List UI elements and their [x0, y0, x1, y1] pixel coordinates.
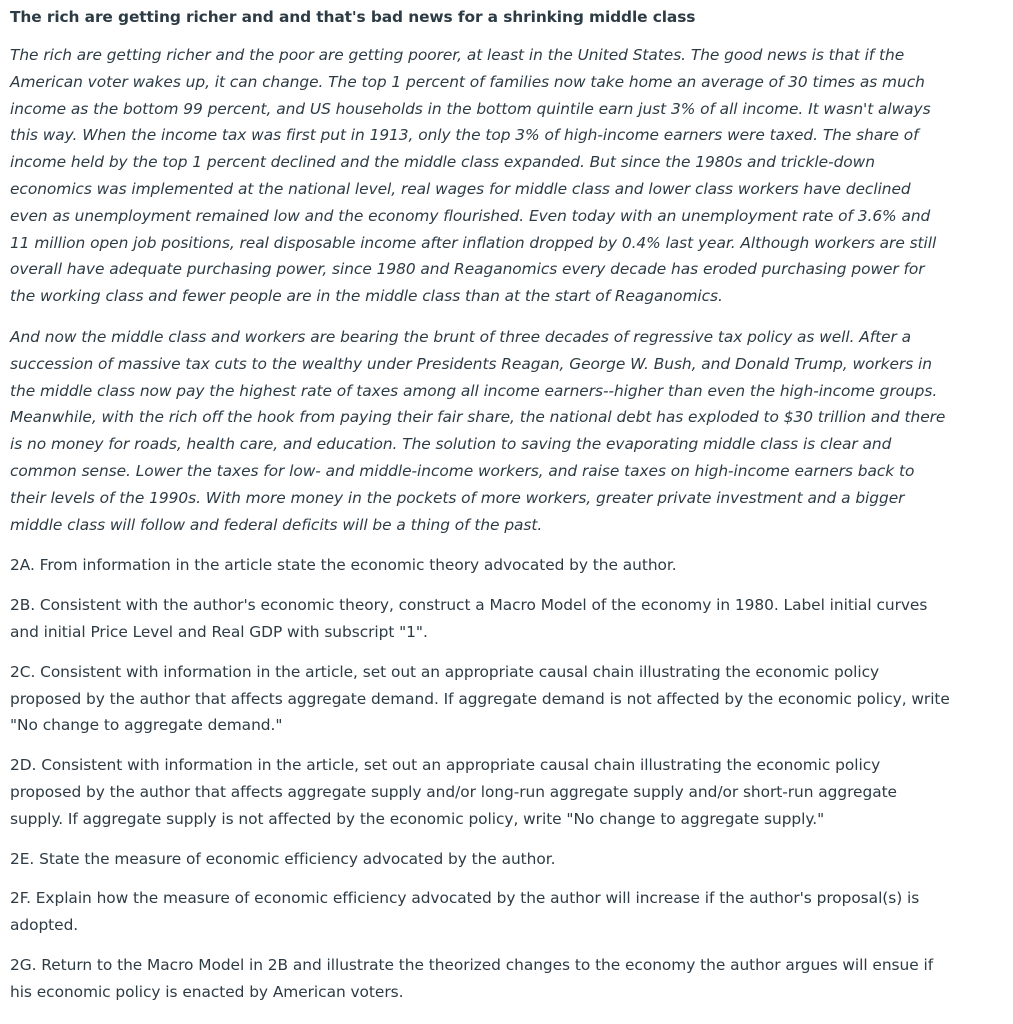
- article-paragraph: And now the middle class and workers are bearing the brunt of three decades of regressive tax policy as well. After a succession of massive tax cuts to the wealthy under Presidents Reagan, George W. Bush, and Donald Trump, workers in the middle class now pay the highest rate of taxes among all income earners--higher than even the high-income groups. Meanwhile, with the rich off the hook from paying their fair share, the national debt has exploded to $30 trillion and there is no money for roads, health care, and education. The solution to saving the evaporating middle class is clear and common sense. Lower the taxes for low- and middle-income workers, and raise taxes on high-income earners back to their levels of the 1990s. With more money in the pockets of more workers, greater private investment and a bigger middle class will follow and federal deficits will be a thing of the past.: [10, 327, 946, 534]
- question-2d: 2D. Consistent with information in the article, set out an appropriate causal chain illustrating the economic policy proposed by the author that affects aggregate supply and/or long-run aggregate supply and/or short-run aggregate supply. If aggregate supply is not affected by the economic policy, write "No change to aggregate supply.": [10, 756, 897, 828]
- document-body: [10, 4, 950, 1019]
- question-2a: 2A. From information in the article state the economic theory advocated by the author.: [10, 556, 677, 575]
- question-2b: 2B. Consistent with the author's economic theory, construct a Macro Model of the economy in 1980. Label initial curves and initial Price Level and Real GDP with subscript "1".: [10, 596, 928, 641]
- article-text: [10, 42, 950, 538]
- question-2f: 2F. Explain how the measure of economic efficiency advocated by the author will increase if the author's proposal(s) is adopted.: [10, 889, 920, 935]
- question-2e: 2E. State the measure of economic efficiency advocated by the author.: [10, 849, 556, 868]
- question-list: [10, 552, 950, 1005]
- question-2g: 2G. Return to the Macro Model in 2B and illustrate the theorized changes to the economy the author argues will ensue if his economic policy is enacted by American voters.: [10, 955, 934, 1001]
- article-paragraph: The rich are getting richer and the poor are getting poorer, at least in the United States. The good news is that if the American voter wakes up, it can change. The top 1 percent of families now take home an average of 30 times as much income as the bottom 99 percent, and US households in the bottom quintile earn just 3% of all income. It wasn't always this way. When the income tax was first put in 1913, only the top 3% of high-income earners were taxed. The share of income held by the top 1 percent declined and the middle class expanded. But since the 1980s and trickle-down economics was implemented at the national level, real wages for middle class and lower class workers have declined even as unemployment remained low and the economy flourished. Even today with an unemployment rate of 3.6% and 11 million open job positions, real disposable income after inflation dropped by 0.4% last year. Although workers are still overall have adequate purchasing power, since 1980 and Reaganomics every decade has eroded purchasing power for the working class and fewer people are in the middle class than at the start of Reaganomics.: [10, 46, 937, 306]
- question-2c: 2C. Consistent with information in the article, set out an appropriate causal chain illustrating the economic policy proposed by the author that affects aggregate demand. If aggregate demand is not affected by the economic policy, write "No change to aggregate demand.": [10, 662, 950, 735]
- article-title: The rich are getting richer and and that's bad news for a shrinking middle class: [10, 8, 696, 26]
